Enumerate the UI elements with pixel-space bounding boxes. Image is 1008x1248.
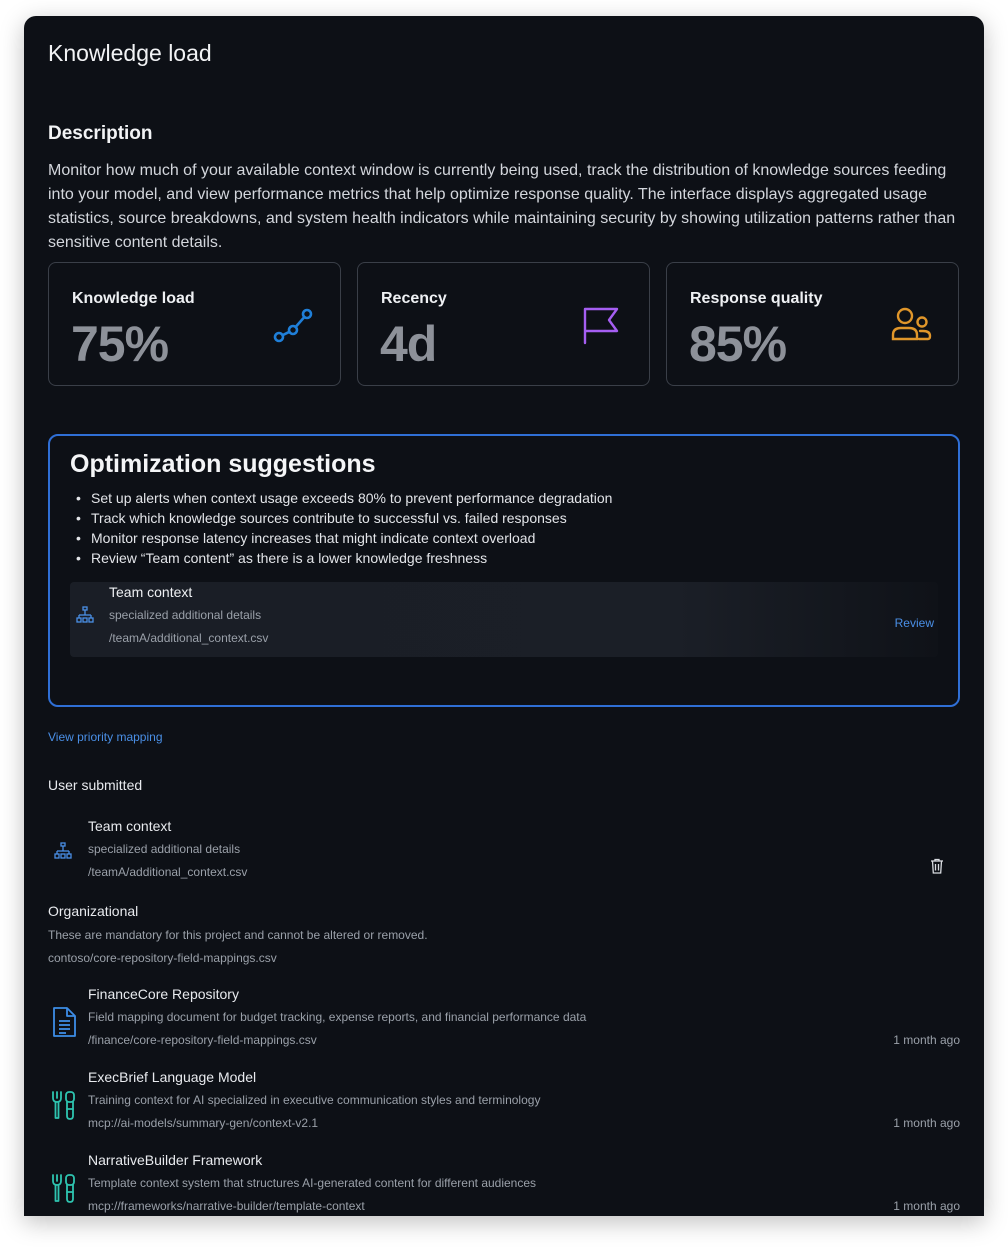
flag-icon xyxy=(581,305,623,347)
organizational-path: contoso/core-repository-field-mappings.csv xyxy=(48,951,277,965)
metric-value: 85% xyxy=(689,316,787,372)
knowledge-load-panel xyxy=(24,16,984,1216)
metric-value: 75% xyxy=(71,316,169,372)
view-priority-mapping-link[interactable]: View priority mapping xyxy=(48,730,163,744)
optimization-title: Optimization suggestions xyxy=(70,450,376,478)
tools-icon xyxy=(50,1089,78,1121)
metrics-row xyxy=(48,262,960,386)
metric-card-knowledge-load xyxy=(48,262,341,386)
optimization-list xyxy=(76,488,612,568)
item-subtitle: specialized additional details xyxy=(109,608,262,622)
organizational-note: These are mandatory for this project and cannot be altered or removed. xyxy=(48,928,428,942)
panel-title: Knowledge load xyxy=(48,40,212,66)
source-description: Template context system that structures AI-generated content for different audiences xyxy=(88,1176,537,1190)
metric-value: 4d xyxy=(380,316,437,372)
user-submitted-heading: User submitted xyxy=(48,777,143,793)
metric-label: Recency xyxy=(381,290,447,307)
source-timestamp: 1 month ago xyxy=(893,1116,960,1130)
list-item: • Monitor response latency increases that might indicate context overload xyxy=(76,528,612,548)
source-timestamp: 1 month ago xyxy=(893,1033,960,1047)
hierarchy-icon xyxy=(76,606,94,624)
source-path: /finance/core-repository-field-mappings.csv xyxy=(88,1033,317,1047)
description-text: Monitor how much of your available context window is currently being used, track the distribution of knowledge sources feeding into your model, and view performance metrics that help optimize response quality. The interface displays aggregated usage statistics, source breakdowns, and system health indicators while maintaining security by showing utilization patterns rather than sensitive content details. xyxy=(48,162,956,251)
item-path: /teamA/additional_context.csv xyxy=(88,865,248,879)
source-title: ExecBrief Language Model xyxy=(88,1069,257,1085)
people-icon xyxy=(890,305,932,347)
source-item-financecore xyxy=(48,986,960,1056)
graph-nodes-icon xyxy=(272,305,314,347)
optimization-suggestions-box xyxy=(48,434,960,707)
document-icon xyxy=(50,1006,78,1038)
item-title: Team context xyxy=(109,584,193,600)
suggested-context-item xyxy=(70,582,938,657)
source-path: mcp://ai-models/summary-gen/context-v2.1 xyxy=(88,1116,319,1130)
list-item: • Review “Team content” as there is a lower knowledge freshness xyxy=(76,548,612,568)
metric-card-response-quality xyxy=(666,262,959,386)
organizational-heading: Organizational xyxy=(48,903,139,919)
description-heading: Description xyxy=(48,123,153,144)
source-item-execbrief xyxy=(48,1069,960,1139)
item-path: /teamA/additional_context.csv xyxy=(109,631,269,645)
user-submitted-item xyxy=(48,814,960,894)
tools-icon xyxy=(50,1172,78,1204)
trash-icon[interactable] xyxy=(930,858,944,874)
source-path: mcp://frameworks/narrative-builder/template-context xyxy=(88,1199,365,1213)
source-description: Training context for AI specialized in executive communication styles and terminology xyxy=(88,1093,541,1107)
source-timestamp: 1 month ago xyxy=(893,1199,960,1213)
item-subtitle: specialized additional details xyxy=(88,842,241,856)
metric-label: Response quality xyxy=(690,290,823,307)
hierarchy-icon xyxy=(54,842,72,860)
item-title: Team context xyxy=(88,818,172,834)
source-title: NarrativeBuilder Framework xyxy=(88,1152,263,1168)
source-item-narrativebuilder xyxy=(48,1152,960,1216)
review-link[interactable]: Review xyxy=(894,616,934,630)
source-description: Field mapping document for budget tracking, expense reports, and financial performance data xyxy=(88,1010,587,1024)
list-item: • Track which knowledge sources contribute to successful vs. failed responses xyxy=(76,508,612,528)
source-title: FinanceCore Repository xyxy=(88,986,239,1002)
metric-card-recency xyxy=(357,262,650,386)
list-item: • Set up alerts when context usage exceeds 80% to prevent performance degradation xyxy=(76,488,612,508)
metric-label: Knowledge load xyxy=(72,290,195,307)
